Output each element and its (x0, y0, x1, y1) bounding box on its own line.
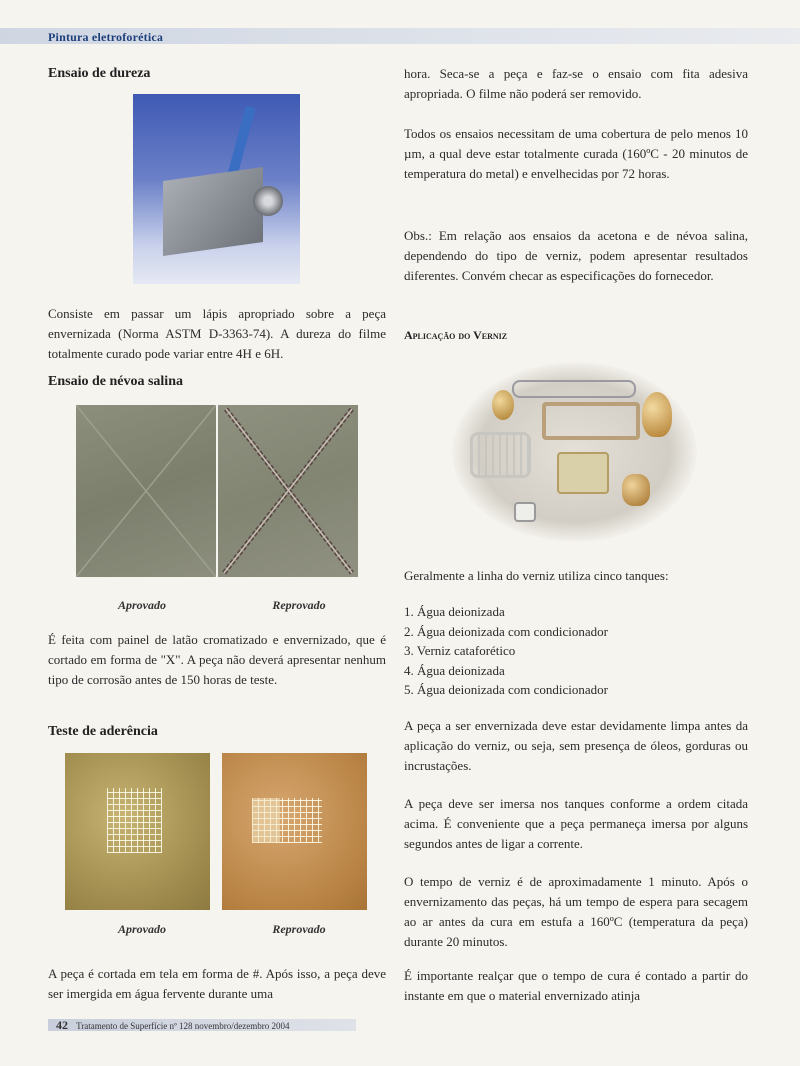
heading-nevoa-salina: Ensaio de névoa salina (48, 374, 183, 389)
brass-cap-shape (622, 474, 650, 506)
brass-fitting-shape (492, 390, 514, 420)
page-number: 42 (56, 1018, 68, 1032)
frame-shape (542, 402, 640, 440)
x-cut-rejected (218, 405, 358, 577)
brass-knob-shape (642, 392, 672, 437)
tank-list-item: 2. Água deionizada com condicionador (404, 623, 608, 639)
tester-knob-shape (253, 186, 283, 216)
footer (56, 1018, 290, 1033)
crosshatch-grid (107, 788, 162, 853)
adhesion-panel-approved (65, 753, 210, 910)
heading-ensaio-dureza: Ensaio de dureza (48, 66, 151, 81)
tank-list-item: 3. Verniz cataforético (404, 643, 516, 658)
tank-list-item: 1. Água deionizada (404, 604, 505, 619)
text-right-p6: A peça deve ser imersa nos tanques conforme a ordem citada acima. É conveniente que a peça permaneça imersa por alguns segundos antes de ligar a corrente. (404, 796, 748, 851)
small-square-shape (514, 502, 536, 522)
soap-dish-shape (470, 432, 531, 478)
plate-shape (557, 452, 609, 494)
peeled-area (252, 798, 280, 843)
text-teste-aderencia: A peça é cortada em tela em forma de #. Após isso, a peça deve ser imergida em água fervente durante uma (48, 966, 386, 1001)
text-right-p7: O tempo de verniz é de aproximadamente 1 minuto. Após o envernizamento das peças, há um tempo de espera para secagem ao ar antes da cura em estufa a 160ºC (temperatura da peça) durante 20 minutos. (404, 874, 748, 949)
caption-aprovado-nevoa: Aprovado (118, 598, 166, 612)
x-cut-approved (76, 405, 216, 577)
text-right-p1: hora. Seca-se a peça e faz-se o ensaio com fita adesiva apropriada. O filme não poderá ser removido. (404, 66, 748, 101)
varnished-parts-photo (452, 362, 697, 542)
adhesion-panel-rejected (222, 753, 367, 910)
heading-teste-aderencia: Teste de aderência (48, 724, 158, 739)
text-right-p5: A peça a ser envernizada deve estar devidamente limpa antes da aplicação do verniz, ou seja, sem presença de óleos, gorduras ou incrustações. (404, 718, 748, 773)
tester-box-shape (163, 167, 263, 256)
salt-spray-panel-rejected (218, 405, 358, 577)
tank-list (404, 602, 748, 700)
text-right-p8: É importante realçar que o tempo de cura é contado a partir do instante em que o material envernizado atinja (404, 968, 748, 1003)
caption-aprovado-aderencia: Aprovado (118, 922, 166, 936)
caption-reprovado-nevoa: Reprovado (272, 598, 326, 612)
eyeglasses-shape (512, 380, 636, 398)
text-right-p3: Obs.: Em relação aos ensaios da acetona e de névoa salina, dependendo do tipo de verniz, podem apresentar resultados diferentes. Convém checar as especificações do fornecedor. (404, 228, 748, 283)
salt-spray-panel-approved (76, 405, 216, 577)
text-right-p4: Geralmente a linha do verniz utiliza cinco tanques: (404, 568, 669, 583)
text-nevoa-salina: É feita com painel de latão cromatizado e envernizado, que é cortado em forma de "X". A peça não deverá apresentar nenhum tipo de corrosão antes de 150 horas de teste. (48, 632, 386, 687)
footer-text: Tratamento de Superfície nº 128 novembro/dezembro 2004 (76, 1021, 290, 1031)
heading-aplicacao-verniz: Aplicação do Verniz (404, 328, 508, 342)
caption-reprovado-aderencia: Reprovado (272, 922, 326, 936)
tank-list-item: 5. Água deionizada com condicionador (404, 682, 608, 697)
text-ensaio-dureza: Consiste em passar um lápis apropriado sobre a peça envernizada (Norma ASTM D-3363-74). A dureza do filme totalmente curado pode variar entre 4H e 6H. (48, 306, 386, 361)
tank-list-item: 4. Água deionizada (404, 662, 505, 678)
text-right-p2: Todos os ensaios necessitam de uma cobertura de pelo menos 10 µm, a qual deve estar totalmente curada (160ºC - 20 minutos de temperatura do metal) e envelhecidas por 72 horas. (404, 126, 748, 181)
section-label: Pintura eletroforética (48, 30, 164, 44)
hardness-tester-photo (133, 94, 300, 284)
